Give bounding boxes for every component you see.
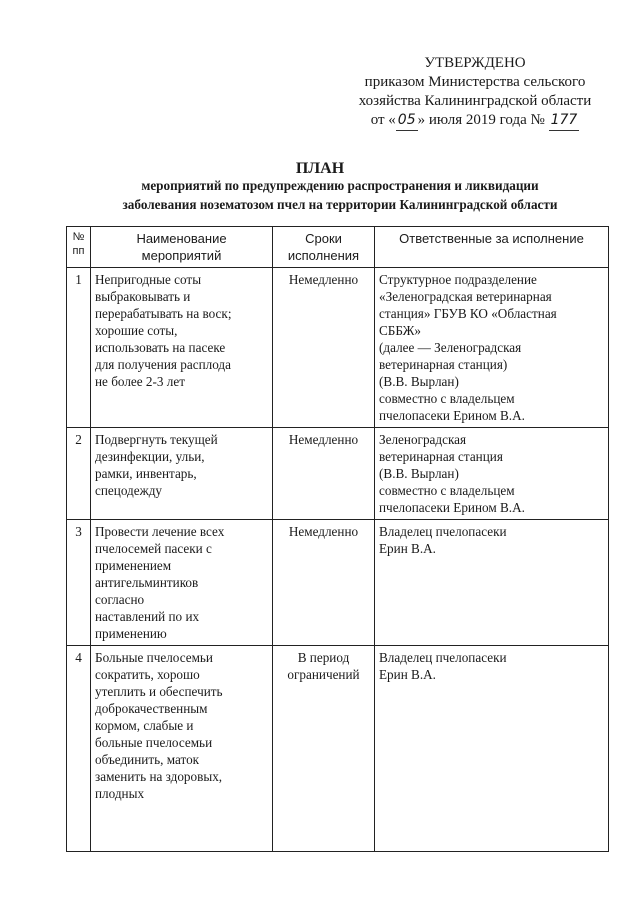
header-name-line: мероприятий <box>141 248 222 263</box>
header-responsible-line: Ответственные за исполнение <box>399 231 584 246</box>
row-responsible <box>375 268 609 428</box>
cell-line: Больные пчелосемьи <box>95 650 213 665</box>
row-term <box>273 646 375 852</box>
cell-line: Структурное подразделение <box>379 272 537 287</box>
row-measure <box>91 268 273 428</box>
row-measure <box>91 520 273 646</box>
cell-line: Немедленно <box>288 524 359 539</box>
cell-line: Владелец пчелопасеки <box>379 650 507 665</box>
cell-line: Непригодные соты <box>95 272 202 287</box>
approval-block <box>330 54 620 131</box>
row-term <box>273 428 375 520</box>
cell-line: выбраковывать и <box>95 289 191 304</box>
document-title: ПЛАН <box>295 160 345 177</box>
row-term <box>273 268 375 428</box>
handwritten-number: 177 <box>549 111 580 131</box>
cell-line: Ерин В.А. <box>379 667 436 682</box>
cell-line: больные пчелосемьи <box>95 735 213 750</box>
document-subtitle <box>60 176 620 214</box>
cell-line: Зеленоградская <box>379 432 467 447</box>
cell-line: спецодежду <box>95 483 163 498</box>
cell-line: (В.В. Вырлан) <box>379 374 459 389</box>
cell-line: использовать на пасеке <box>95 340 226 355</box>
cell-line: В период <box>297 650 350 665</box>
cell-line: утеплить и обеспечить <box>95 684 223 699</box>
table-row <box>67 428 609 520</box>
approval-order-line: приказом Министерства сельского <box>364 74 586 90</box>
cell-line: пчелосемей пасеки с <box>95 541 212 556</box>
cell-line: рамки, инвентарь, <box>95 466 197 481</box>
cell-line: не более 2-3 лет <box>95 374 185 389</box>
row-measure <box>91 428 273 520</box>
table-row <box>67 520 609 646</box>
table-row <box>67 268 609 428</box>
cell-line: согласно <box>95 592 145 607</box>
row-number: 4 <box>67 646 91 852</box>
cell-line: кормом, слабые и <box>95 718 194 733</box>
row-number: 3 <box>67 520 91 646</box>
table-header-row <box>67 227 609 268</box>
header-name <box>91 227 273 268</box>
cell-line: дезинфекции, ульи, <box>95 449 205 464</box>
cell-line: Провести лечение всех <box>95 524 225 539</box>
row-number: 2 <box>67 428 91 520</box>
cell-line: плодных <box>95 786 145 801</box>
cell-line: пчелопасеки Ерином В.А. <box>379 500 525 515</box>
header-number <box>67 227 91 268</box>
cell-line: доброкачественным <box>95 701 208 716</box>
cell-line: антигельминтиков <box>95 575 199 590</box>
approval-ministry-line: хозяйства Калининградской области <box>358 93 592 109</box>
cell-line: Немедленно <box>288 432 359 447</box>
row-measure <box>91 646 273 852</box>
row-number: 1 <box>67 268 91 428</box>
cell-line: заменить на здоровых, <box>95 769 223 784</box>
cell-line: сократить, хорошо <box>95 667 200 682</box>
row-responsible <box>375 520 609 646</box>
row-term <box>273 520 375 646</box>
cell-line: Ерин В.А. <box>379 541 436 556</box>
cell-line: совместно с владельцем <box>379 483 515 498</box>
row-responsible <box>375 646 609 852</box>
cell-line: ветеринарная станция) <box>379 357 508 372</box>
table-row <box>67 646 609 852</box>
measures-table <box>66 226 609 852</box>
date-prefix: от « <box>370 112 396 128</box>
row-responsible <box>375 428 609 520</box>
cell-line: (далее — Зеленоградская <box>379 340 522 355</box>
cell-line: станция» ГБУВ КО «Областная <box>379 306 557 321</box>
cell-line: наставлений по их <box>95 609 200 624</box>
cell-line: Немедленно <box>288 272 359 287</box>
cell-line: объединить, маток <box>95 752 200 767</box>
header-name-line: Наименование <box>136 231 227 246</box>
approval-heading: УТВЕРЖДЕНО <box>424 55 526 71</box>
approval-date-line <box>330 111 620 131</box>
handwritten-day: 05 <box>396 111 418 131</box>
header-responsible <box>375 227 609 268</box>
subtitle-line-1: мероприятий по предупреждению распространения и ликвидации <box>141 178 539 193</box>
header-number-line: пп <box>72 245 85 257</box>
cell-line: пчелопасеки Ерином В.А. <box>379 408 525 423</box>
cell-line: СББЖ» <box>379 323 422 338</box>
cell-line: применению <box>95 626 167 641</box>
cell-line: Подвергнуть текущей <box>95 432 218 447</box>
header-term-line: исполнения <box>287 248 360 263</box>
date-middle: » июля 2019 года № <box>417 112 545 128</box>
header-term-line: Сроки <box>305 231 342 246</box>
cell-line: хорошие соты, <box>95 323 178 338</box>
subtitle-line-2: заболевания нозематозом пчел на территории Калининградской области <box>122 197 558 212</box>
header-term <box>273 227 375 268</box>
cell-line: для получения расплода <box>95 357 231 372</box>
header-number-line: № <box>72 231 85 243</box>
cell-line: «Зеленоградская ветеринарная <box>379 289 552 304</box>
cell-line: перерабатывать на воск; <box>95 306 232 321</box>
cell-line: ветеринарная станция <box>379 449 503 464</box>
cell-line: Владелец пчелопасеки <box>379 524 507 539</box>
cell-line: совместно с владельцем <box>379 391 515 406</box>
cell-line: ограничений <box>287 667 360 682</box>
cell-line: (В.В. Вырлан) <box>379 466 459 481</box>
cell-line: применением <box>95 558 172 573</box>
